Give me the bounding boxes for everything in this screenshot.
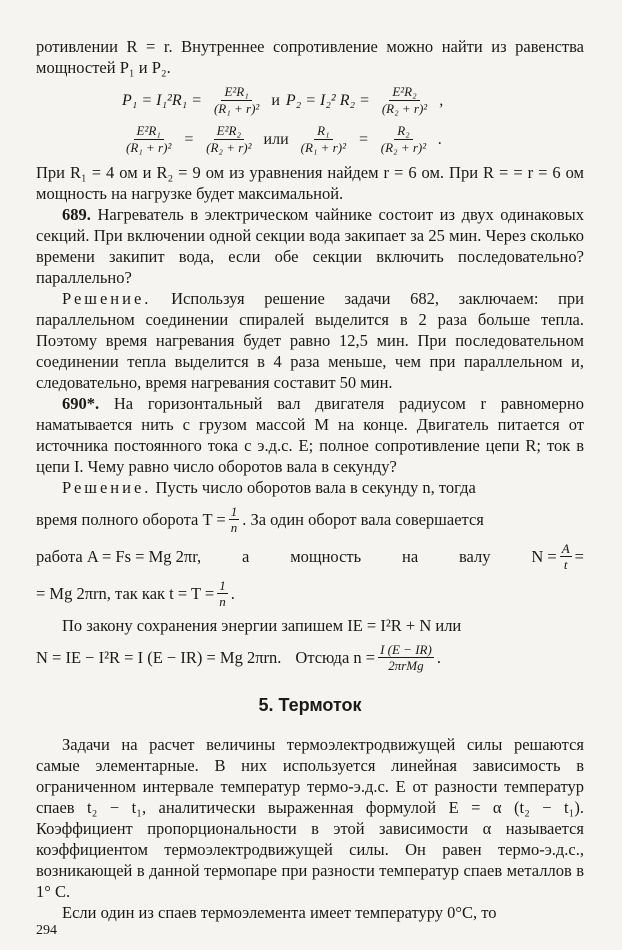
solution-line3 <box>36 541 584 572</box>
solution-line2-frac: $\frac{1}{n}$ <box>230 504 238 535</box>
solution-line6 <box>36 642 584 673</box>
solution-line3-b: а <box>242 547 250 566</box>
page <box>36 36 584 923</box>
formula1-and: и <box>271 92 280 109</box>
formula2-eq: = <box>183 131 195 148</box>
problem-690-solution-label: Решение. <box>62 478 152 497</box>
section-title: 5. Термоток <box>258 695 362 715</box>
problem-690 <box>36 393 584 477</box>
solution-line3-frac: $\frac{A}{t}$ <box>561 541 570 572</box>
solution-line6-a: N = IE − I²R = I (E − IR) = Mg 2πrn. <box>36 648 282 667</box>
solution-line3-e: валу <box>458 547 491 566</box>
formula2-end: . <box>438 131 443 148</box>
formula-power-equation <box>122 84 584 117</box>
problem-689-solution <box>36 288 584 393</box>
solution-line6-b: Отсюда n = <box>295 648 376 667</box>
problem-690-text: На горизонтальный вал двигателя радиусом r равномерно наматывается нить с грузом массой M на конце. Двигатель питается от источника постоянного тока с э.д.с. E; полное сопротивление цепи R; ток в цепи I. Чему равно число оборотов вала в секунду? <box>36 394 584 476</box>
problem-690-solution-line1 <box>36 477 584 498</box>
problem-689-solution-label: Решение. <box>62 289 152 308</box>
solution-line3-power <box>531 541 584 572</box>
solution-line4-frac: $\frac{1}{n}$ <box>219 578 226 609</box>
formula-ratio-equation <box>120 123 584 156</box>
problem-690-number: 690*. <box>62 394 100 413</box>
solution-line3-d: на <box>401 547 419 566</box>
solution-line2 <box>36 504 584 535</box>
solution-line3-f: N = <box>531 547 557 566</box>
solution-line6-frac: $\frac{I (E - IR)}{\text{2πrMg}}$ <box>380 642 432 673</box>
solution-line6-result <box>295 642 441 673</box>
page-number: 294 <box>36 923 57 938</box>
formula2-frac4: $\frac{\text{R₂}}{\text{(R₂ + r)²}}$ <box>380 123 427 155</box>
solution-line3-g: = <box>574 547 584 566</box>
result-text: При R₁ = 4 ом и R₂ = 9 ом из уравнения найдем r = 6 ом. При R = = r = 6 ом мощность на нагрузке будет максимальной. <box>36 163 584 203</box>
section-paragraph-1: Задачи на расчет величины термоэлектродвижущей силы решаются самые элементарные. В них используется линейная зависимость в ограниченном интервале температур термо-э.д.с. E от разности температур спаев t₂ − t₁, аналитически выраженная формулой E = α (t₂ − t₁). Коэффициент пропорциональности в этой зависимости α называется коэффициентом термоэлектродвижущей силы. Он равен термо-э.д.с., возникающей в данной термопаре при разности температур спаев металлов в 1° C. <box>36 735 584 901</box>
formula2-frac2: $\frac{\text{E²R₂}}{\text{(R₂ + r)²}}$ <box>206 123 252 155</box>
formula1-lhs: P₁ = I₁²R₁ = <box>122 92 202 109</box>
formula1-mid: P₂ = I₂² R₂ = <box>285 92 370 109</box>
solution-line2-a: время полного оборота T = <box>36 510 226 529</box>
problem-689-solution-text: Используя решение задачи 682, заключаем: при параллельном соединении спиралей выделится в 2 раза больше тепла. Поэтому время нагревания будет равно 12,5 мин. При последовательном соединении тепла выделится в 4 раза меньше, чем при параллельном и, следовательно, время нагревания составит 50 мин. <box>36 289 585 392</box>
formula1-frac1: $\frac{\text{E²R₁}}{\text{(R₁ + r)²}}$ <box>213 84 260 116</box>
formula1-frac2: $\frac{\text{E²R₂}}{\text{(R₂ + r)²}}$ <box>381 84 428 116</box>
solution-line2-b: . За один оборот вала совершается <box>242 510 484 529</box>
formula2-or: или <box>263 131 289 148</box>
problem-689 <box>36 204 584 288</box>
solution-line1-text: Пусть число оборотов вала в секунду n, тогда <box>155 478 476 497</box>
solution-line6-c: . <box>436 648 441 667</box>
solution-line4-a: = Mg 2πrn, так как t = T = <box>36 584 215 603</box>
problem-689-number: 689. <box>62 205 91 224</box>
solution-line3-c: мощность <box>290 547 362 566</box>
problem-689-text: Нагреватель в электрическом чайнике состоит из двух одинаковых секций. При включении одной секции вода закипает за 25 мин. Через сколько времени закипит вода, если обе секции включить последовательно? параллельно? <box>36 205 584 287</box>
solution-line4-b: . <box>230 584 235 603</box>
solution-line3-a: работа A = Fs = Mg 2πr, <box>36 547 202 566</box>
intro-text: ротивлении R = r. Внутреннее сопротивление можно найти из равенства мощностей P₁ и P₂. <box>36 37 584 77</box>
solution-line5: По закону сохранения энергии запишем IE = I²R + N или <box>62 616 462 635</box>
formula2-eq2: = <box>357 131 369 148</box>
formula1-end: , <box>439 92 444 109</box>
section-paragraph-2: Если один из спаев термоэлемента имеет температуру 0°C, то <box>62 903 497 922</box>
formula2-frac1: $\frac{\text{E²R₁}}{\text{(R₁ + r)²}}$ <box>126 123 172 155</box>
formula2-frac3: $\frac{\text{R₁}}{\text{(R₁ + r)²}}$ <box>300 123 346 155</box>
solution-line4 <box>36 578 584 609</box>
